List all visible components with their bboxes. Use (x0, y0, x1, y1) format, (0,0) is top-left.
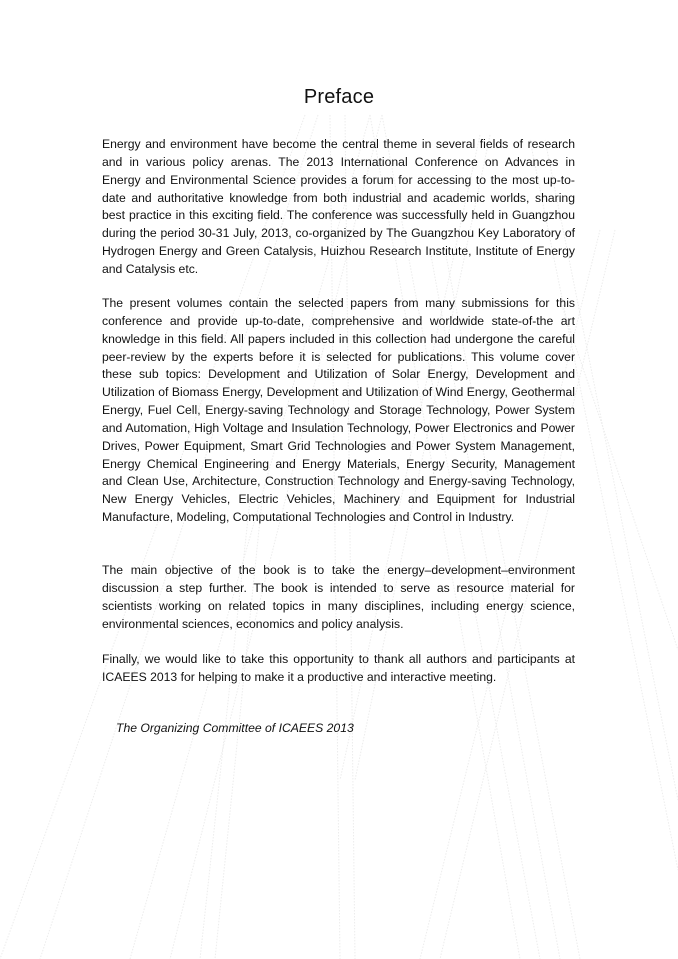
paragraph-intro: Energy and environment have become the central theme in several fields of research and in various policy arenas. The 2013 International Conference on Advances in Energy and Environmental Science provides a forum for accessing to the most up-to-date and authoritative knowledge from both industrial and academic worlds, sharing best practice in this exciting field. The conference was successfully held in Guangzhou during the period 30-31 July, 2013, co-organized by The Guangzhou Key Laboratory of Hydrogen Energy and Green Catalysis, Huizhou Research Institute, Institute of Energy and Catalysis etc. (102, 137, 575, 276)
paragraph-objective: The main objective of the book is to take the energy–development–environment discussion a step further. The book is intended to serve as resource material for scientists working on related topics in many disciplines, including energy science, environmental sciences, economics and policy analysis. (102, 563, 575, 631)
paragraph-topics: The present volumes contain the selected papers from many submissions for this conference and provide up-to-date, comprehensive and worldwide state-of-the art knowledge in this field. All papers included in this collection had undergone the careful peer-review by the experts before it is selected for publications. This volume cover these sub topics: Development and Utilization of Solar Energy, Development and Utilization of Biomass Energy, Development and Utilization of Wind Energy, Geothermal Energy, Fuel Cell, Energy-saving Technology and Storage Technology, Power System and Automation, High Voltage and Insulation Technology, Power Electronics and Power Drives, Power Equipment, Smart Grid Technologies and Power System Management, Energy Chemical Engineering and Energy Materials, Energy Security, Management and Clean Use, Architecture, Construction Technology and Energy-saving Technology, New Energy Vehicles, Electric Vehicles, Machinery and Equipment for Industrial Manufacture, Modeling, Computational Technologies and Control in Industry. (102, 296, 575, 525)
paragraph-thanks: Finally, we would like to take this opportunity to thank all authors and participants at ICAEES 2013 for helping to make it a productive and interactive meeting. (102, 652, 575, 684)
signature: The Organizing Committee of ICAEES 2013 (116, 721, 354, 735)
page-title: Preface (303, 86, 375, 108)
